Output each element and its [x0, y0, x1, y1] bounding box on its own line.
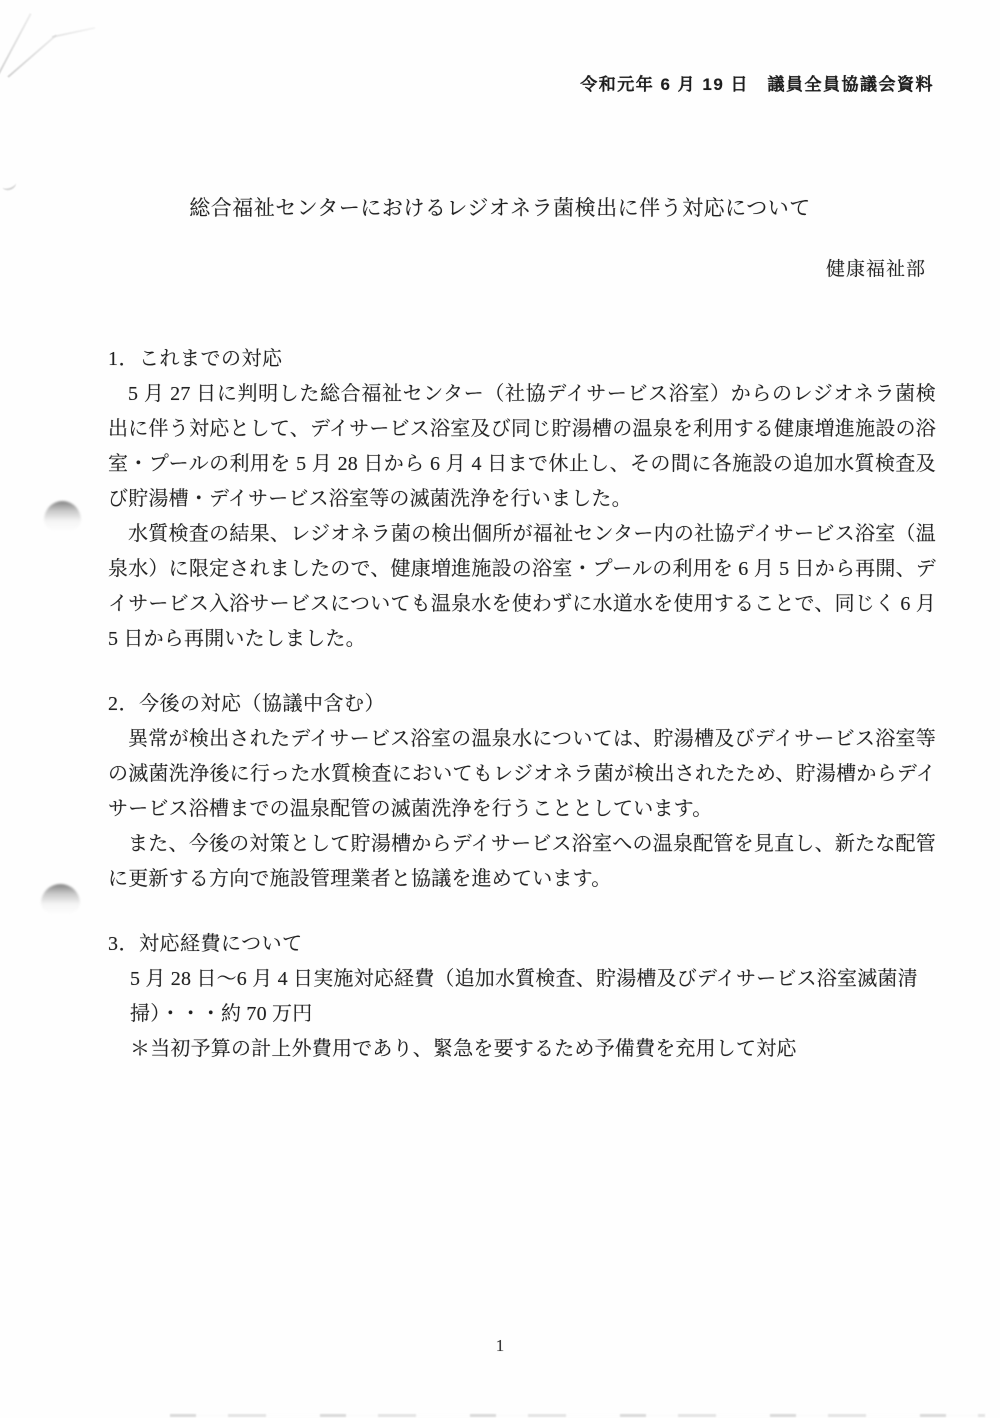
scan-bottom-edge-streak: [170, 1414, 985, 1417]
department-name: 健康福祉部: [825, 259, 926, 280]
section-future-response: [108, 687, 936, 897]
punch-hole-shadow-lower: [41, 884, 80, 915]
document-body: [108, 342, 936, 1067]
document-title: 総合福祉センターにおけるレジオネラ菌検出に伴う対応について: [189, 196, 811, 220]
section-past-response: [108, 342, 936, 657]
section-2-paragraph-2: また、今後の対策として貯湯槽からデイサービス浴室への温泉配管を見直し、新たな配管に更新する方向で施設管理業者と協議を進めています。: [108, 833, 936, 890]
scan-edge-smudge: [1, 178, 17, 192]
section-2-heading: 2．今後の対応（協議中含む）: [108, 693, 385, 715]
section-3-paragraph-2: ＊当初予算の計上外費用であり、緊急を要するため予備費を充用して対応: [130, 1038, 797, 1060]
section-2-paragraph-1: 異常が検出されたデイサービス浴室の温泉水については、貯湯槽及びデイサービス浴室等の滅菌洗浄後に行った水質検査においてもレジオネラ菌が検出されたため、貯湯槽からデイサービス浴槽までの温泉配管の滅菌洗浄を行うこととしています。: [108, 728, 936, 820]
section-1-paragraph-1: 5 月 27 日に判明した総合福祉センター（社協デイサービス浴室）からのレジオネラ菌検出に伴う対応として、デイサービス浴室及び同じ貯湯槽の温泉を利用する健康増進施設の浴室・プールの利用を 5 月 28 日から 6 月 4 日まで休止し、その間に各施設の追加水質検査及び貯湯槽・デイサービス浴室等の滅菌洗浄を行いました。: [108, 383, 936, 510]
punch-hole-shadow-upper: [44, 501, 81, 532]
document-date-header: 令和元年 6 月 19 日 議員全員協議会資料: [580, 75, 934, 94]
section-response-costs: [108, 927, 936, 1067]
section-3-paragraph-1: 5 月 28 日～6 月 4 日実施対応経費（追加水質検査、貯湯槽及びデイサービス浴室滅菌清掃）・・・約 70 万円: [130, 968, 918, 1025]
scan-corner-line: [52, 27, 95, 38]
section-1-heading: 1．これまでの対応: [108, 348, 283, 370]
section-1-paragraph-2: 水質検査の結果、レジオネラ菌の検出個所が福祉センター内の社協デイサービス浴室（温泉水）に限定されましたので、健康増進施設の浴室・プールの利用を 6 月 5 日から再開、デイサービス入浴サービスについても温泉水を使わずに水道水を使用することで、同じく 6 月 5 日から再開いたしました。: [108, 523, 936, 650]
page-number: 1: [495, 1336, 505, 1355]
section-3-heading: 3．対応経費について: [108, 933, 303, 955]
